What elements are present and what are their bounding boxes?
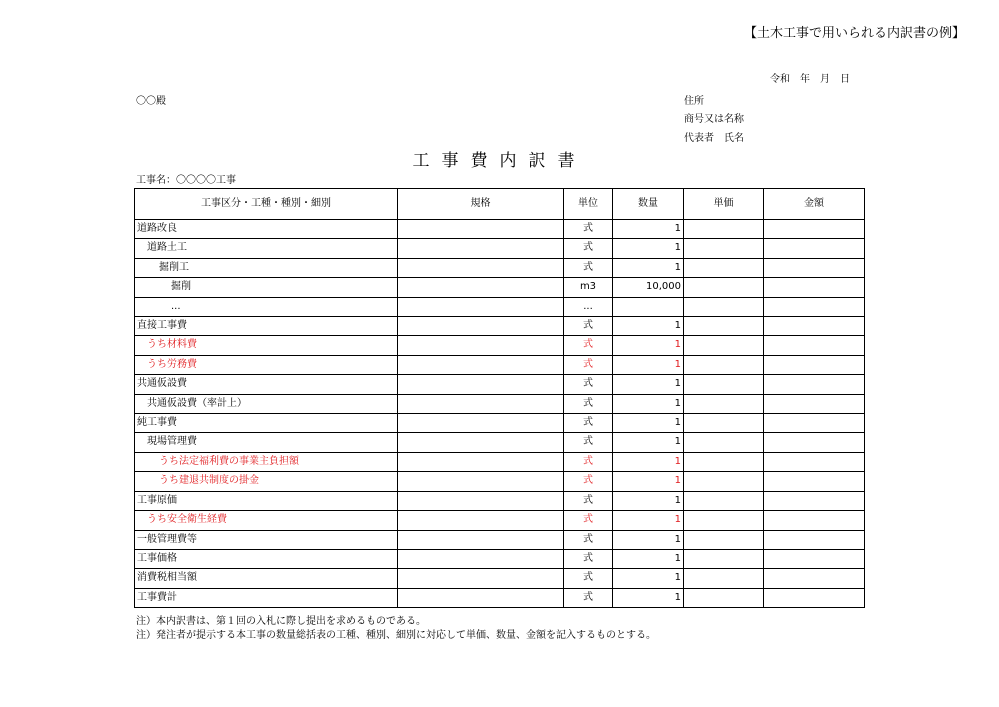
- table-row: [135, 220, 865, 239]
- row-quantity: 1: [613, 355, 684, 374]
- row-unit: 式: [564, 491, 613, 510]
- note-2: 注）発注者が提示する本工事の数量総括表の工種、種別、細別に対応して単価、数量、金額を記入するものとする。: [136, 630, 656, 641]
- row-quantity: 1: [613, 588, 684, 607]
- row-amount: [764, 569, 865, 588]
- row-quantity: 1: [613, 491, 684, 510]
- row-unit-price: [684, 375, 764, 394]
- header-unit-price: 単価: [684, 189, 764, 220]
- row-unit-price: [684, 278, 764, 297]
- cost-breakdown-table: [134, 188, 865, 608]
- row-unit-price: [684, 414, 764, 433]
- table-body: [135, 220, 865, 608]
- row-spec: [398, 317, 564, 336]
- row-quantity: 1: [613, 433, 684, 452]
- table-row: [135, 258, 865, 277]
- row-unit-price: [684, 355, 764, 374]
- row-item: ...: [135, 297, 398, 316]
- row-unit: m3: [564, 278, 613, 297]
- row-unit: 式: [564, 258, 613, 277]
- row-spec: [398, 588, 564, 607]
- row-item: 工事原価: [135, 491, 398, 510]
- note-1: 注）本内訳書は、第１回の入札に際し提出を求めるものである。: [136, 616, 426, 627]
- row-amount: [764, 336, 865, 355]
- row-quantity: 1: [613, 394, 684, 413]
- row-item: 掘削: [135, 278, 398, 297]
- table-row: [135, 569, 865, 588]
- row-spec: [398, 220, 564, 239]
- company-name-label: 商号又は名称: [684, 114, 744, 125]
- row-unit: 式: [564, 414, 613, 433]
- row-quantity: 1: [613, 414, 684, 433]
- row-unit-price: [684, 239, 764, 258]
- row-amount: [764, 549, 865, 568]
- row-quantity: 1: [613, 239, 684, 258]
- table-row: [135, 472, 865, 491]
- row-unit-price: [684, 433, 764, 452]
- row-item: うち建退共制度の掛金: [135, 472, 398, 491]
- row-spec: [398, 297, 564, 316]
- row-item: 共通仮設費（率計上）: [135, 394, 398, 413]
- table-row: [135, 336, 865, 355]
- row-item: 消費税相当額: [135, 569, 398, 588]
- row-spec: [398, 491, 564, 510]
- row-spec: [398, 472, 564, 491]
- row-unit-price: [684, 297, 764, 316]
- row-spec: [398, 530, 564, 549]
- row-spec: [398, 569, 564, 588]
- row-item: 工事価格: [135, 549, 398, 568]
- row-unit-price: [684, 258, 764, 277]
- table-row: [135, 588, 865, 607]
- row-amount: [764, 511, 865, 530]
- addressee: 〇〇殿: [136, 96, 166, 107]
- row-item: 現場管理費: [135, 433, 398, 452]
- row-item: 道路土工: [135, 239, 398, 258]
- row-unit: ...: [564, 297, 613, 316]
- table-row: [135, 452, 865, 471]
- row-unit: 式: [564, 511, 613, 530]
- document-title: 工事費内訳書: [412, 151, 587, 171]
- header-item: 工事区分・工種・種別・細別: [135, 189, 398, 220]
- row-amount: [764, 355, 865, 374]
- header-unit: 単位: [564, 189, 613, 220]
- row-amount: [764, 491, 865, 510]
- row-quantity: 1: [613, 452, 684, 471]
- row-unit-price: [684, 220, 764, 239]
- row-unit-price: [684, 336, 764, 355]
- row-unit: 式: [564, 452, 613, 471]
- row-amount: [764, 530, 865, 549]
- row-spec: [398, 394, 564, 413]
- row-spec: [398, 355, 564, 374]
- row-amount: [764, 278, 865, 297]
- row-unit: 式: [564, 355, 613, 374]
- row-item: 直接工事費: [135, 317, 398, 336]
- table-row: [135, 278, 865, 297]
- row-unit: 式: [564, 220, 613, 239]
- row-unit-price: [684, 472, 764, 491]
- table-row: [135, 394, 865, 413]
- row-item: うち労務費: [135, 355, 398, 374]
- row-unit: 式: [564, 317, 613, 336]
- project-name: 工事名：〇〇〇〇工事: [136, 175, 236, 186]
- row-unit-price: [684, 394, 764, 413]
- row-unit-price: [684, 549, 764, 568]
- row-amount: [764, 317, 865, 336]
- representative-label: 代表者 氏名: [684, 133, 744, 144]
- table-header-row: [135, 189, 865, 220]
- row-spec: [398, 375, 564, 394]
- row-amount: [764, 414, 865, 433]
- row-unit-price: [684, 452, 764, 471]
- header-amount: 金額: [764, 189, 865, 220]
- row-item: 道路改良: [135, 220, 398, 239]
- example-title: 【土木工事で用いられる内訳書の例】: [743, 26, 965, 41]
- row-unit-price: [684, 511, 764, 530]
- row-spec: [398, 239, 564, 258]
- row-unit: 式: [564, 433, 613, 452]
- header-quantity: 数量: [613, 189, 684, 220]
- row-amount: [764, 394, 865, 413]
- table-row: [135, 549, 865, 568]
- address-label: 住所: [684, 96, 704, 107]
- table-row: [135, 511, 865, 530]
- row-unit: 式: [564, 588, 613, 607]
- row-spec: [398, 433, 564, 452]
- row-spec: [398, 258, 564, 277]
- row-unit: 式: [564, 569, 613, 588]
- row-unit-price: [684, 588, 764, 607]
- row-amount: [764, 297, 865, 316]
- row-quantity: 10,000: [613, 278, 684, 297]
- row-unit: 式: [564, 549, 613, 568]
- row-amount: [764, 239, 865, 258]
- row-spec: [398, 414, 564, 433]
- header-spec: 規格: [398, 189, 564, 220]
- row-quantity: 1: [613, 569, 684, 588]
- row-amount: [764, 433, 865, 452]
- row-item: うち安全衛生経費: [135, 511, 398, 530]
- row-item: 純工事費: [135, 414, 398, 433]
- row-unit: 式: [564, 239, 613, 258]
- row-quantity: 1: [613, 472, 684, 491]
- row-quantity: 1: [613, 375, 684, 394]
- row-amount: [764, 220, 865, 239]
- row-item: 共通仮設費: [135, 375, 398, 394]
- row-quantity: [613, 297, 684, 316]
- row-quantity: 1: [613, 336, 684, 355]
- row-amount: [764, 588, 865, 607]
- row-item: 掘削工: [135, 258, 398, 277]
- row-quantity: 1: [613, 511, 684, 530]
- row-item: 工事費計: [135, 588, 398, 607]
- table-row: [135, 491, 865, 510]
- row-item: うち材料費: [135, 336, 398, 355]
- row-item: うち法定福利費の事業主負担額: [135, 452, 398, 471]
- row-amount: [764, 452, 865, 471]
- table-row: [135, 530, 865, 549]
- row-item: 一般管理費等: [135, 530, 398, 549]
- row-spec: [398, 549, 564, 568]
- table-row: [135, 297, 865, 316]
- row-amount: [764, 472, 865, 491]
- row-quantity: 1: [613, 549, 684, 568]
- row-unit: 式: [564, 394, 613, 413]
- row-amount: [764, 375, 865, 394]
- row-unit-price: [684, 317, 764, 336]
- table-row: [135, 414, 865, 433]
- row-unit: 式: [564, 375, 613, 394]
- row-unit-price: [684, 491, 764, 510]
- row-spec: [398, 511, 564, 530]
- row-spec: [398, 278, 564, 297]
- row-quantity: 1: [613, 220, 684, 239]
- table-row: [135, 433, 865, 452]
- row-unit: 式: [564, 530, 613, 549]
- row-quantity: 1: [613, 317, 684, 336]
- date-line: 令和 年 月 日: [770, 74, 850, 85]
- row-spec: [398, 336, 564, 355]
- row-amount: [764, 258, 865, 277]
- row-spec: [398, 452, 564, 471]
- table-row: [135, 375, 865, 394]
- row-unit: 式: [564, 472, 613, 491]
- table-row: [135, 317, 865, 336]
- row-quantity: 1: [613, 530, 684, 549]
- table-row: [135, 355, 865, 374]
- table-row: [135, 239, 865, 258]
- row-unit-price: [684, 569, 764, 588]
- row-unit: 式: [564, 336, 613, 355]
- row-quantity: 1: [613, 258, 684, 277]
- row-unit-price: [684, 530, 764, 549]
